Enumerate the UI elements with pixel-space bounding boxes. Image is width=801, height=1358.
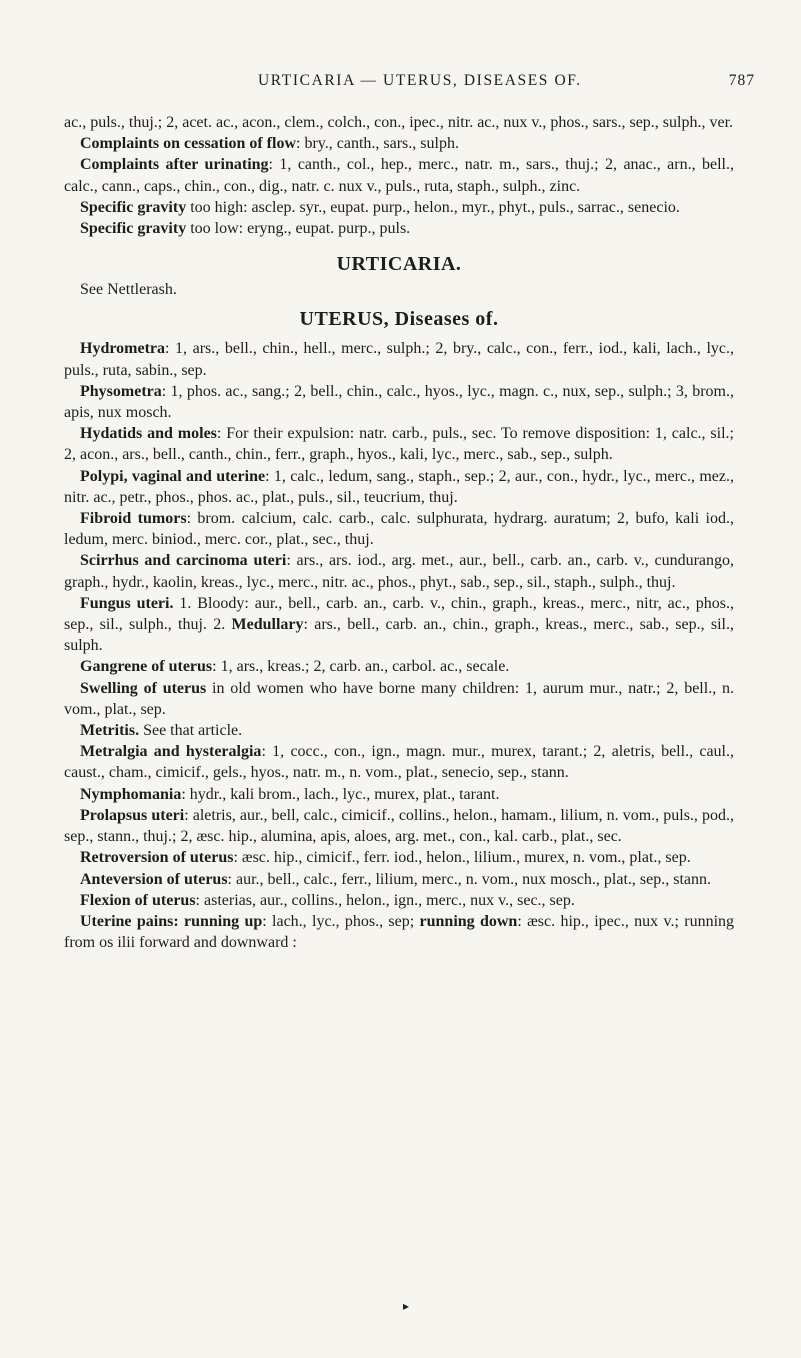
entry-uterine-pains [64, 911, 734, 953]
entry-text: : For their expulsion: natr. carb., puls., sec. To remove disposition: 1, calc., sil.; 2, acon., ars., bell., canth., chin., ferr., graph., hyos., kali, lyc., merc., sab., sep., sulph. [64, 425, 734, 464]
entry-hydatids [64, 423, 734, 465]
entry-subheading: running down [419, 912, 518, 930]
entry-heading: Polypi, vaginal and uterine [80, 467, 266, 485]
entry-gangrene [64, 656, 734, 677]
entry-text: : bry., canth., sars., sulph. [296, 135, 459, 153]
entry-metralgia [64, 741, 734, 783]
entry-fibroid-tumors [64, 508, 734, 550]
entry-text: : ars., bell., carb. an., chin., graph., kreas., merc., sab., sep., sil., sulph. [64, 616, 734, 655]
entry-heading: Uterine pains: running up [80, 912, 263, 930]
section-heading-urticaria: URTICARIA. [336, 253, 462, 276]
entry-heading: Anteversion of uterus [80, 870, 228, 888]
continued-text: ac., puls., thuj.; 2, acet. ac., acon., clem., colch., con., ipec., nitr. ac., nux v., phos., sars., sep., sulph., ver. [64, 114, 734, 131]
entry-heading: Metritis. [80, 722, 140, 740]
entry-heading: Gangrene of uterus [80, 658, 213, 676]
entry-hydrometra [64, 338, 734, 380]
entry-heading: Specific gravity [80, 220, 187, 238]
entry-text: : lach., lyc., phos., sep; [262, 912, 420, 930]
entry-nymphomania [64, 784, 734, 805]
entry-subheading: Medullary [231, 616, 304, 634]
entry-physometra [64, 381, 734, 423]
page-number: 787 [728, 72, 755, 89]
entry-specific-gravity-low [64, 218, 734, 239]
entry-text: : ars., ars. iod., arg. met., aur., bell., carb. an., carb. v., cundurango, graph., hydr., kaolin, kreas., lyc., merc., nitr. ac., phos., phyt., sab., sep., sil., staph., sulph., thuj. [64, 552, 735, 591]
entry-heading: Scirrhus and carcinoma uteri [80, 552, 287, 570]
entry-text: : aletris, aur., bell, calc., cimicif., collins., helon., hamam., lilium, n. vom., puls., pod., sep., stann., thuj.; 2, æsc. hip., alumina, apis, aloes, arg. met., con., kal. carb., plat., sec. [64, 806, 734, 846]
entry-heading: Nymphomania [80, 785, 182, 803]
entry-heading: Prolapsus uteri [80, 806, 185, 824]
entry-text: : brom. calcium, calc. carb., calc. sulphurata, hydrarg. auratum; 2, bufo, kali iod., ledum, merc. biniod., merc. cor., plat., sec., thuj. [64, 510, 735, 549]
entry-heading: Swelling of uterus [80, 679, 207, 697]
entry-text: See that article. [139, 722, 243, 740]
entry-text: : asterias, aur., collins., helon., ign., merc., nux v., sec., sep. [195, 891, 575, 909]
entry-complaints-cessation [64, 133, 734, 154]
entry-anteversion [64, 869, 734, 890]
running-head [0, 72, 801, 92]
entry-text: : æsc. hip., cimicif., ferr. iod., helon., lilium., murex, n. vom., plat., sep. [233, 849, 691, 867]
continued-paragraph [64, 112, 734, 133]
entry-text: : aur., bell., calc., ferr., lilium, merc., n. vom., nux mosch., plat., sep., stann. [227, 870, 711, 888]
entry-text: : 1, ars., bell., chin., hell., merc., sulph.; 2, bry., calc., con., ferr., iod., kali, lach., lyc., puls., ruta, sabin., sep. [64, 340, 734, 379]
entry-heading: Physometra [80, 382, 162, 400]
entry-text: : hydr., kali brom., lach., lyc., murex, plat., tarant. [181, 785, 500, 803]
entry-complaints-urinating [64, 154, 734, 196]
entry-text: 1. Bloody: aur., bell., carb. an., carb. v., chin., graph., kreas., merc., nitr, ac., phos., sep., sil., sulph., thuj. 2. [64, 594, 734, 634]
entry-text: : 1, calc., ledum, sang., staph., sep.; 2, aur., con., hydr., lyc., merc., mez., nitr. ac., petr., phos., phos. ac., plat., puls., sil., teucrium, thuj. [64, 467, 735, 506]
entry-text: : æsc. hip., ipec., nux v.; running from os ilii forward and downward : [64, 912, 735, 952]
cross-reference: See Nettlerash. [80, 281, 177, 299]
entry-retroversion [64, 847, 734, 868]
entry-text: : 1, cocc., con., ign., magn. mur., murex, tarant.; 2, aletris, bell., caul., caust., cham., cimicif., gels., hyos., natr. m., n. vom., plat., senecio, sep., stann. [64, 743, 734, 782]
entry-heading: Hydatids and moles [80, 425, 217, 443]
entry-heading: Flexion of uterus [80, 891, 196, 909]
entry-fungus-uteri [64, 593, 734, 657]
entry-heading: Fungus uteri. [80, 594, 174, 612]
entry-scirrhus [64, 550, 734, 592]
entry-text: in old women who have borne many children: 1, aurum mur., natr.; 2, bell., n. vom., plat., sep. [64, 679, 734, 718]
entry-swelling [64, 678, 734, 720]
entry-heading: Hydrometra [80, 340, 166, 358]
entry-prolapsus [64, 805, 734, 847]
entry-heading: Specific gravity [80, 198, 187, 216]
entry-metritis [64, 720, 734, 741]
entry-heading: Retroversion of uterus [80, 849, 234, 867]
entry-heading: Metralgia and hysteralgia [80, 743, 262, 761]
entry-polypi [64, 466, 734, 508]
entry-heading: Complaints after urinating [80, 156, 269, 174]
entry-text: too low: eryng., eupat. purp., puls. [186, 220, 411, 238]
entry-text: : 1, phos. ac., sang.; 2, bell., chin., calc., hyos., lyc., magn. c., nux, sep., sulph.; 3, brom., apis, nux mosch. [64, 382, 734, 422]
entry-heading: Fibroid tumors [80, 510, 187, 528]
footer-mark: ▸ [403, 1299, 410, 1313]
entry-flexion [64, 890, 734, 911]
entry-text: : 1, canth., col., hep., merc., natr. m., sars., thuj.; 2, anac., arn., bell., calc., cann., caps., chin., con., dig., natr. c. nux v., puls., ruta, staph., sulph., zinc. [64, 156, 734, 195]
section-heading-uterus: UTERUS, Diseases of. [299, 308, 499, 331]
entry-specific-gravity-high [64, 197, 734, 218]
entry-heading: Complaints on cessation of flow [80, 135, 297, 153]
running-head-title: URTICARIA — UTERUS, DISEASES OF. [258, 72, 582, 89]
page-body [64, 112, 734, 953]
entry-text: too high: asclep. syr., eupat. purp., helon., myr., phyt., puls., sarrac., senecio. [186, 198, 680, 216]
entry-text: : 1, ars., kreas.; 2, carb. an., carbol. ac., secale. [212, 658, 510, 676]
